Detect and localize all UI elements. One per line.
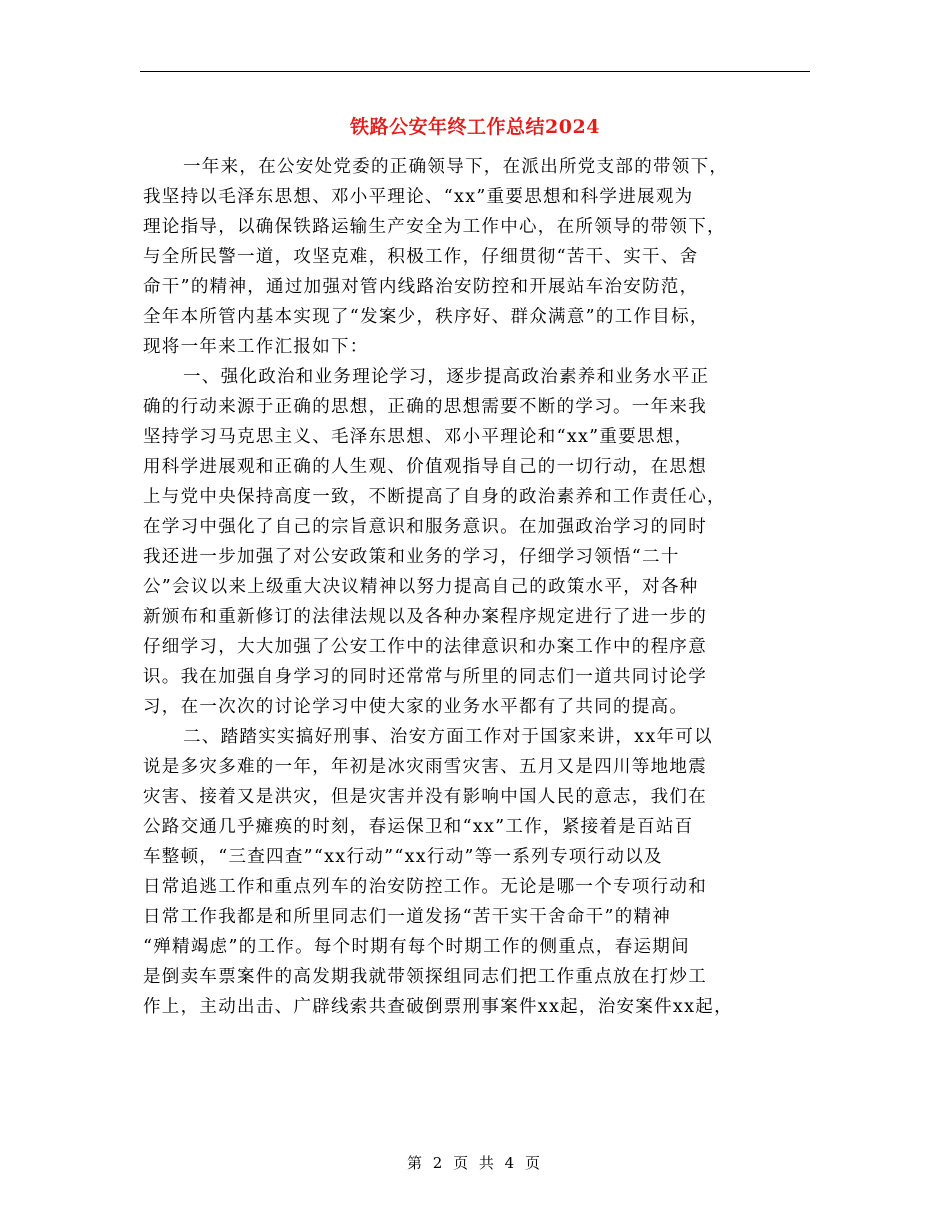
paragraph-line: “殚精竭虑”的工作。每个时期有每个时期工作的侧重点，春运期间 bbox=[143, 937, 690, 957]
paragraph-line: 仔细学习，大大加强了公安工作中的法律意识和办案工作中的程序意 bbox=[143, 637, 707, 657]
paragraph-line: 习，在一次次的讨论学习中使大家的业务水平都有了共同的提高。 bbox=[143, 697, 689, 717]
paragraph-line: 公路交通几乎瘫痪的时刻，春运保卫和“xx”工作，紧接着是百站百 bbox=[143, 817, 694, 837]
paragraph-line: 用科学进展观和正确的人生观、价值观指导自己的一切行动，在思想 bbox=[143, 457, 707, 477]
paragraph-line: 我还进一步加强了对公安政策和业务的学习，仔细学习领悟“二十 bbox=[143, 547, 680, 567]
paragraph-line: 一、强化政治和业务理论学习，逐步提高政治素养和业务水平正 bbox=[183, 367, 710, 387]
paragraph-line: 坚持学习马克思主义、毛泽东思想、邓小平理论和“xx”重要思想， bbox=[143, 427, 694, 447]
paragraph-line: 上与党中央保持高度一致，不断提高了自身的政治素养和工作责任心， bbox=[143, 487, 726, 507]
paragraph-line: 作上，主动出击、广辟线索共查破倒票刑事案件xx起，治安案件xx起， bbox=[143, 997, 733, 1017]
paragraph-line: 灾害、接着又是洪灾，但是灾害并没有影响中国人民的意志，我们在 bbox=[143, 787, 707, 807]
paragraph-line: 日常工作我都是和所里同志们一道发扬“苦干实干舍命干”的精神 bbox=[143, 907, 672, 927]
paragraph-line: 现将一年来工作汇报如下： bbox=[143, 337, 369, 357]
paragraph-line: 命干”的精神，通过加强对管内线路治安防控和开展站车治安防范， bbox=[143, 277, 699, 297]
paragraph-line: 一年来，在公安处党委的正确领导下，在派出所党支部的带领下， bbox=[183, 157, 729, 177]
paragraph-line: 与全所民警一道，攻坚克难，积极工作，仔细贯彻“苦干、实干、舍 bbox=[143, 247, 699, 267]
paragraph-line: 说是多灾多难的一年，年初是冰灾雨雪灾害、五月又是四川等地地震 bbox=[143, 757, 707, 777]
paragraph-line: 全年本所管内基本实现了“发案少，秩序好、群众满意”的工作目标， bbox=[143, 307, 709, 327]
document-title: 铁路公安年终工作总结2024 bbox=[350, 116, 600, 138]
paragraph-line: 日常追逃工作和重点列车的治安防控工作。无论是哪一个专项行动和 bbox=[143, 877, 707, 897]
paragraph-line: 公”会议以来上级重大决议精神以努力提高自己的政策水平，对各种 bbox=[143, 577, 699, 597]
document-body bbox=[143, 152, 823, 1022]
paragraph-line: 识。我在加强自身学习的同时还常常与所里的同志们一道共同讨论学 bbox=[143, 667, 707, 687]
header-rule bbox=[140, 71, 810, 72]
paragraph-line: 车整顿，“三查四查”“xx行动”“xx行动”等一系列专项行动以及 bbox=[143, 847, 663, 867]
paragraph-line: 新颁布和重新修订的法律法规以及各种办案程序规定进行了进一步的 bbox=[143, 607, 707, 627]
paragraph-line: 是倒卖车票案件的高发期我就带领探组同志们把工作重点放在打炒工 bbox=[143, 967, 707, 987]
paragraph-line: 在学习中强化了自己的宗旨意识和服务意识。在加强政治学习的同时 bbox=[143, 517, 707, 537]
paragraph-line: 二、踏踏实实搞好刑事、治安方面工作对于国家来讲，xx年可以 bbox=[183, 727, 713, 747]
paragraph-line: 确的行动来源于正确的思想，正确的思想需要不断的学习。一年来我 bbox=[143, 397, 707, 417]
paragraph-line: 我坚持以毛泽东思想、邓小平理论、“xx”重要思想和科学进展观为 bbox=[143, 187, 694, 207]
page-number: 第 2 页 共 4 页 bbox=[407, 1154, 543, 1172]
paragraph-line: 理论指导，以确保铁路运输生产安全为工作中心，在所领导的带领下， bbox=[143, 217, 726, 237]
